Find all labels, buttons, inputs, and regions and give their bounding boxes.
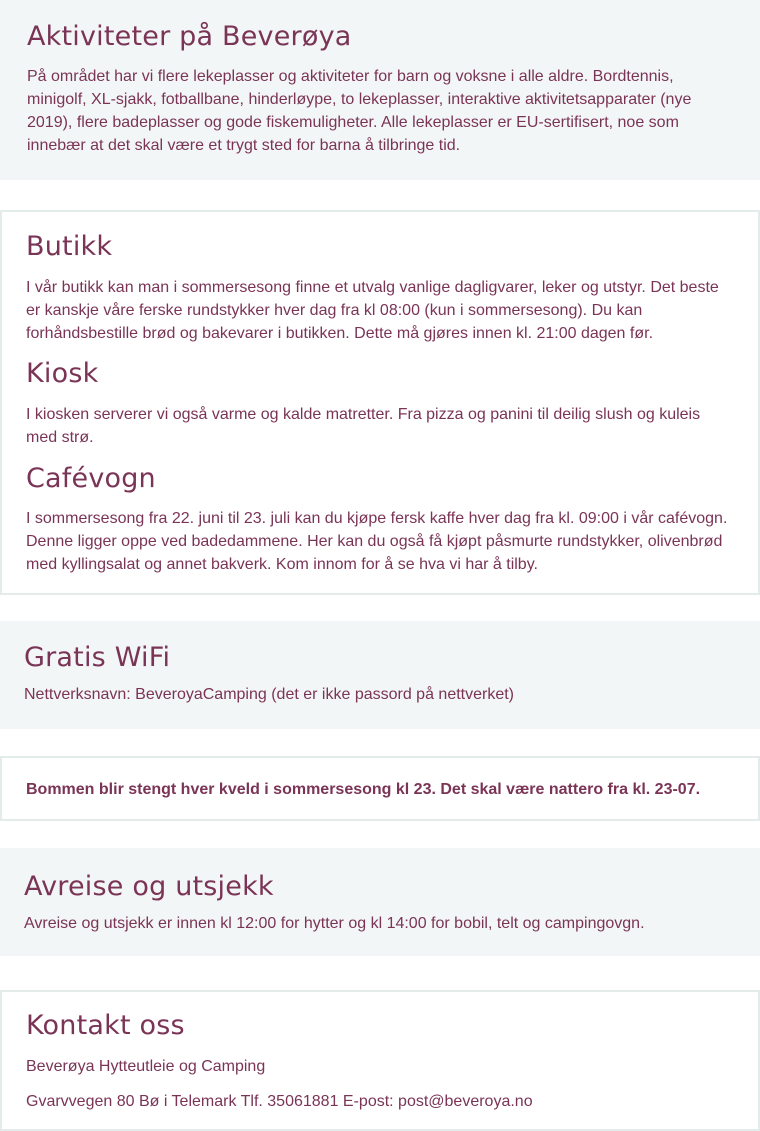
contact-details: Gvarvvegen 80 Bø i Telemark Tlf. 35061881 E-post: post@beveroya.no [26,1093,533,1110]
wifi-title: Gratis WiFi [24,642,171,673]
shop-section [0,210,760,595]
cafe-wagon-text: I sommersesong fra 22. juni til 23. juli kan du kjøpe fersk kaffe hver dag fra kl. 09:00 i vår cafévogn. Denne ligger oppe ved badedammene. Her kan du også få kjøpt påsmurte rundstykker, olivenbrød med kyllingsalat og annet bakverk. Kom innom for å se hva vi har å tilby. [26,510,728,573]
contact-title: Kontakt oss [26,1010,185,1041]
shop-title: Butikk [26,231,113,262]
checkout-section [0,848,760,956]
checkout-title: Avreise og utsjekk [24,871,274,902]
gate-notice-text: Bommen blir stengt hver kveld i sommersesong kl 23. Det skal være nattero fra kl. 23-07. [26,781,701,798]
shop-text: I vår butikk kan man i sommersesong finne et utvalg vanlige dagligvarer, leker og utstyr. Det beste er kanskje våre ferske rundstykker hver dag fra kl 08:00 (kun i sommersesong). Du kan forhåndsbestille brød og bakevarer i butikken. Dette må gjøres innen kl. 21:00 dagen før. [26,279,719,342]
kiosk-text: I kiosken serverer vi også varme og kalde matretter. Fra pizza og panini til deilig slush og kuleis med strø. [26,406,701,446]
wifi-section [0,621,760,729]
activities-title: Aktiviteter på Beverøya [27,21,352,52]
gate-notice-section [0,756,760,821]
checkout-text: Avreise og utsjekk er innen kl 12:00 for hytter og kl 14:00 for bobil, telt og campingovgn. [24,915,645,932]
activities-section [0,0,760,180]
contact-name: Beverøya Hytteutleie og Camping [26,1058,266,1075]
contact-section [0,990,760,1131]
cafe-wagon-title: Cafévogn [26,463,156,494]
activities-text: På området har vi flere lekeplasser og aktiviteter for barn og voksne i alle aldre. Bordtennis, minigolf, XL-sjakk, fotballbane, hinderløype, to lekeplasser, interaktive aktivitetsapparater (nye 2019), flere badeplasser og gode fiskemuligheter. Alle lekeplasser er EU-sertifisert, noe som innebær at det skal være et trygt sted for barna å tilbringe tid. [27,68,692,154]
wifi-text: Nettverksnavn: BeveroyaCamping (det er ikke passord på nettverket) [24,686,515,703]
kiosk-title: Kiosk [26,358,99,389]
